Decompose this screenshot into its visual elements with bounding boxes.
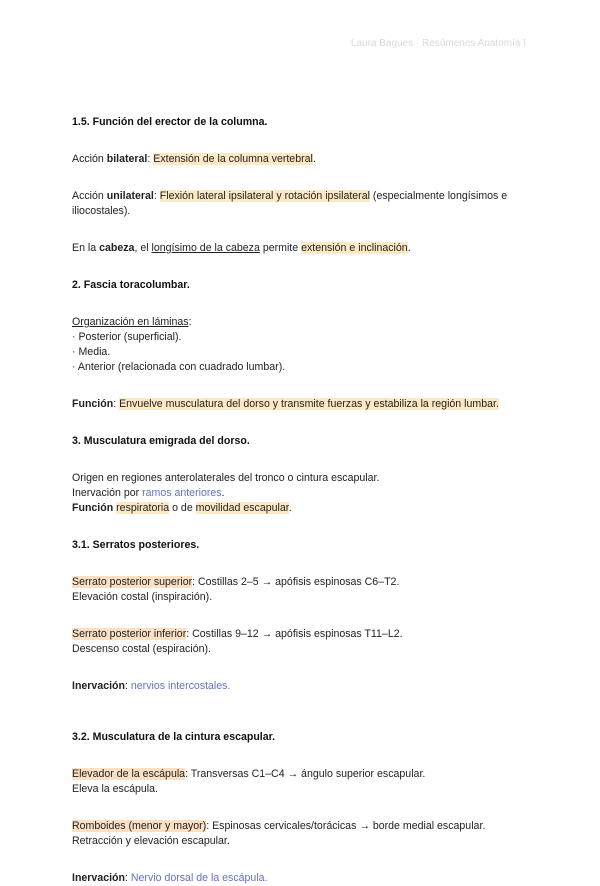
highlight: Serrato posterior inferior [72, 628, 187, 640]
serrato-inferior: Serrato posterior inferior: Costillas 9–12 → apófisis espinosas T11–L2. [72, 628, 403, 640]
serrato-inferior-function: Descenso costal (espiración). [72, 643, 211, 655]
romboides-function: Retracción y elevación escapular. [72, 835, 230, 847]
serratos-innervation: Inervación: nervios intercostales. [72, 680, 231, 692]
section-1-5-title: 1.5. Función del erector de la columna. [72, 116, 268, 128]
highlight: Romboides (menor y mayor) [72, 820, 207, 832]
elevador-function: Eleva la escápula. [72, 783, 158, 795]
romboides: Romboides (menor y mayor): Espinosas cervicales/torácicas → borde medial escapular. [72, 820, 486, 832]
section-3-2-title: 3.2. Musculatura de la cintura escapular. [72, 731, 276, 743]
section-2-title: 2. Fascia toracolumbar. [72, 279, 190, 291]
highlight: Envuelve musculatura del dorso y transmite fuerzas y estabiliza la región lumbar. [119, 398, 499, 410]
list-item: · Anterior (relacionada con cuadrado lumbar). [72, 361, 286, 373]
section-3-1-title: 3.1. Serratos posteriores. [72, 539, 200, 551]
cintura-innervation: Inervación: Nervio dorsal de la escápula. [72, 872, 268, 884]
serrato-superior-function: Elevación costal (inspiración). [72, 591, 213, 603]
document-body [72, 115, 542, 886]
highlight: respiratoria [116, 502, 170, 514]
innervation-text: Inervación por ramos anteriores. [72, 487, 225, 499]
serrato-superior: Serrato posterior superior: Costillas 2–5 → apófisis espinosas C6–T2. [72, 576, 400, 588]
highlight: Serrato posterior superior [72, 576, 193, 588]
function-text: Función respiratoria o de movilidad escapular. [72, 502, 292, 514]
origin-text: Origen en regiones anterolaterales del tronco o cintura escapular. [72, 472, 380, 484]
lamina-organization: Organización en láminas: [72, 316, 192, 328]
elevador-escapula: Elevador de la escápula: Transversas C1–C4 → ángulo superior escapular. [72, 768, 426, 780]
list-item: · Media. [72, 346, 111, 358]
highlight: Extensión de la columna vertebral [153, 153, 313, 165]
section-3-title: 3. Musculatura emigrada del dorso. [72, 435, 250, 447]
list-item: · Posterior (superficial). [72, 331, 182, 343]
highlight: Elevador de la escápula [72, 768, 186, 780]
fascia-function: Función: Envuelve musculatura del dorso y transmite fuerzas y estabiliza la región lumbar. [72, 398, 499, 410]
highlight: movilidad escapular [195, 502, 289, 514]
page-header: Laura Bagues · Resúmenes Anatomía I [350, 38, 526, 49]
unilateral-action: Acción unilateral: Flexión lateral ipsilateral y rotación ipsilateral (especialmente longísimos e iliocostales). [72, 190, 508, 217]
highlight: extensión e inclinación [301, 242, 408, 254]
head-action: En la cabeza, el longísimo de la cabeza permite extensión e inclinación. [72, 242, 411, 254]
highlight: Flexión lateral ipsilateral y rotación ipsilateral [159, 190, 370, 202]
bilateral-action: Acción bilateral: Extensión de la columna vertebral. [72, 153, 316, 165]
